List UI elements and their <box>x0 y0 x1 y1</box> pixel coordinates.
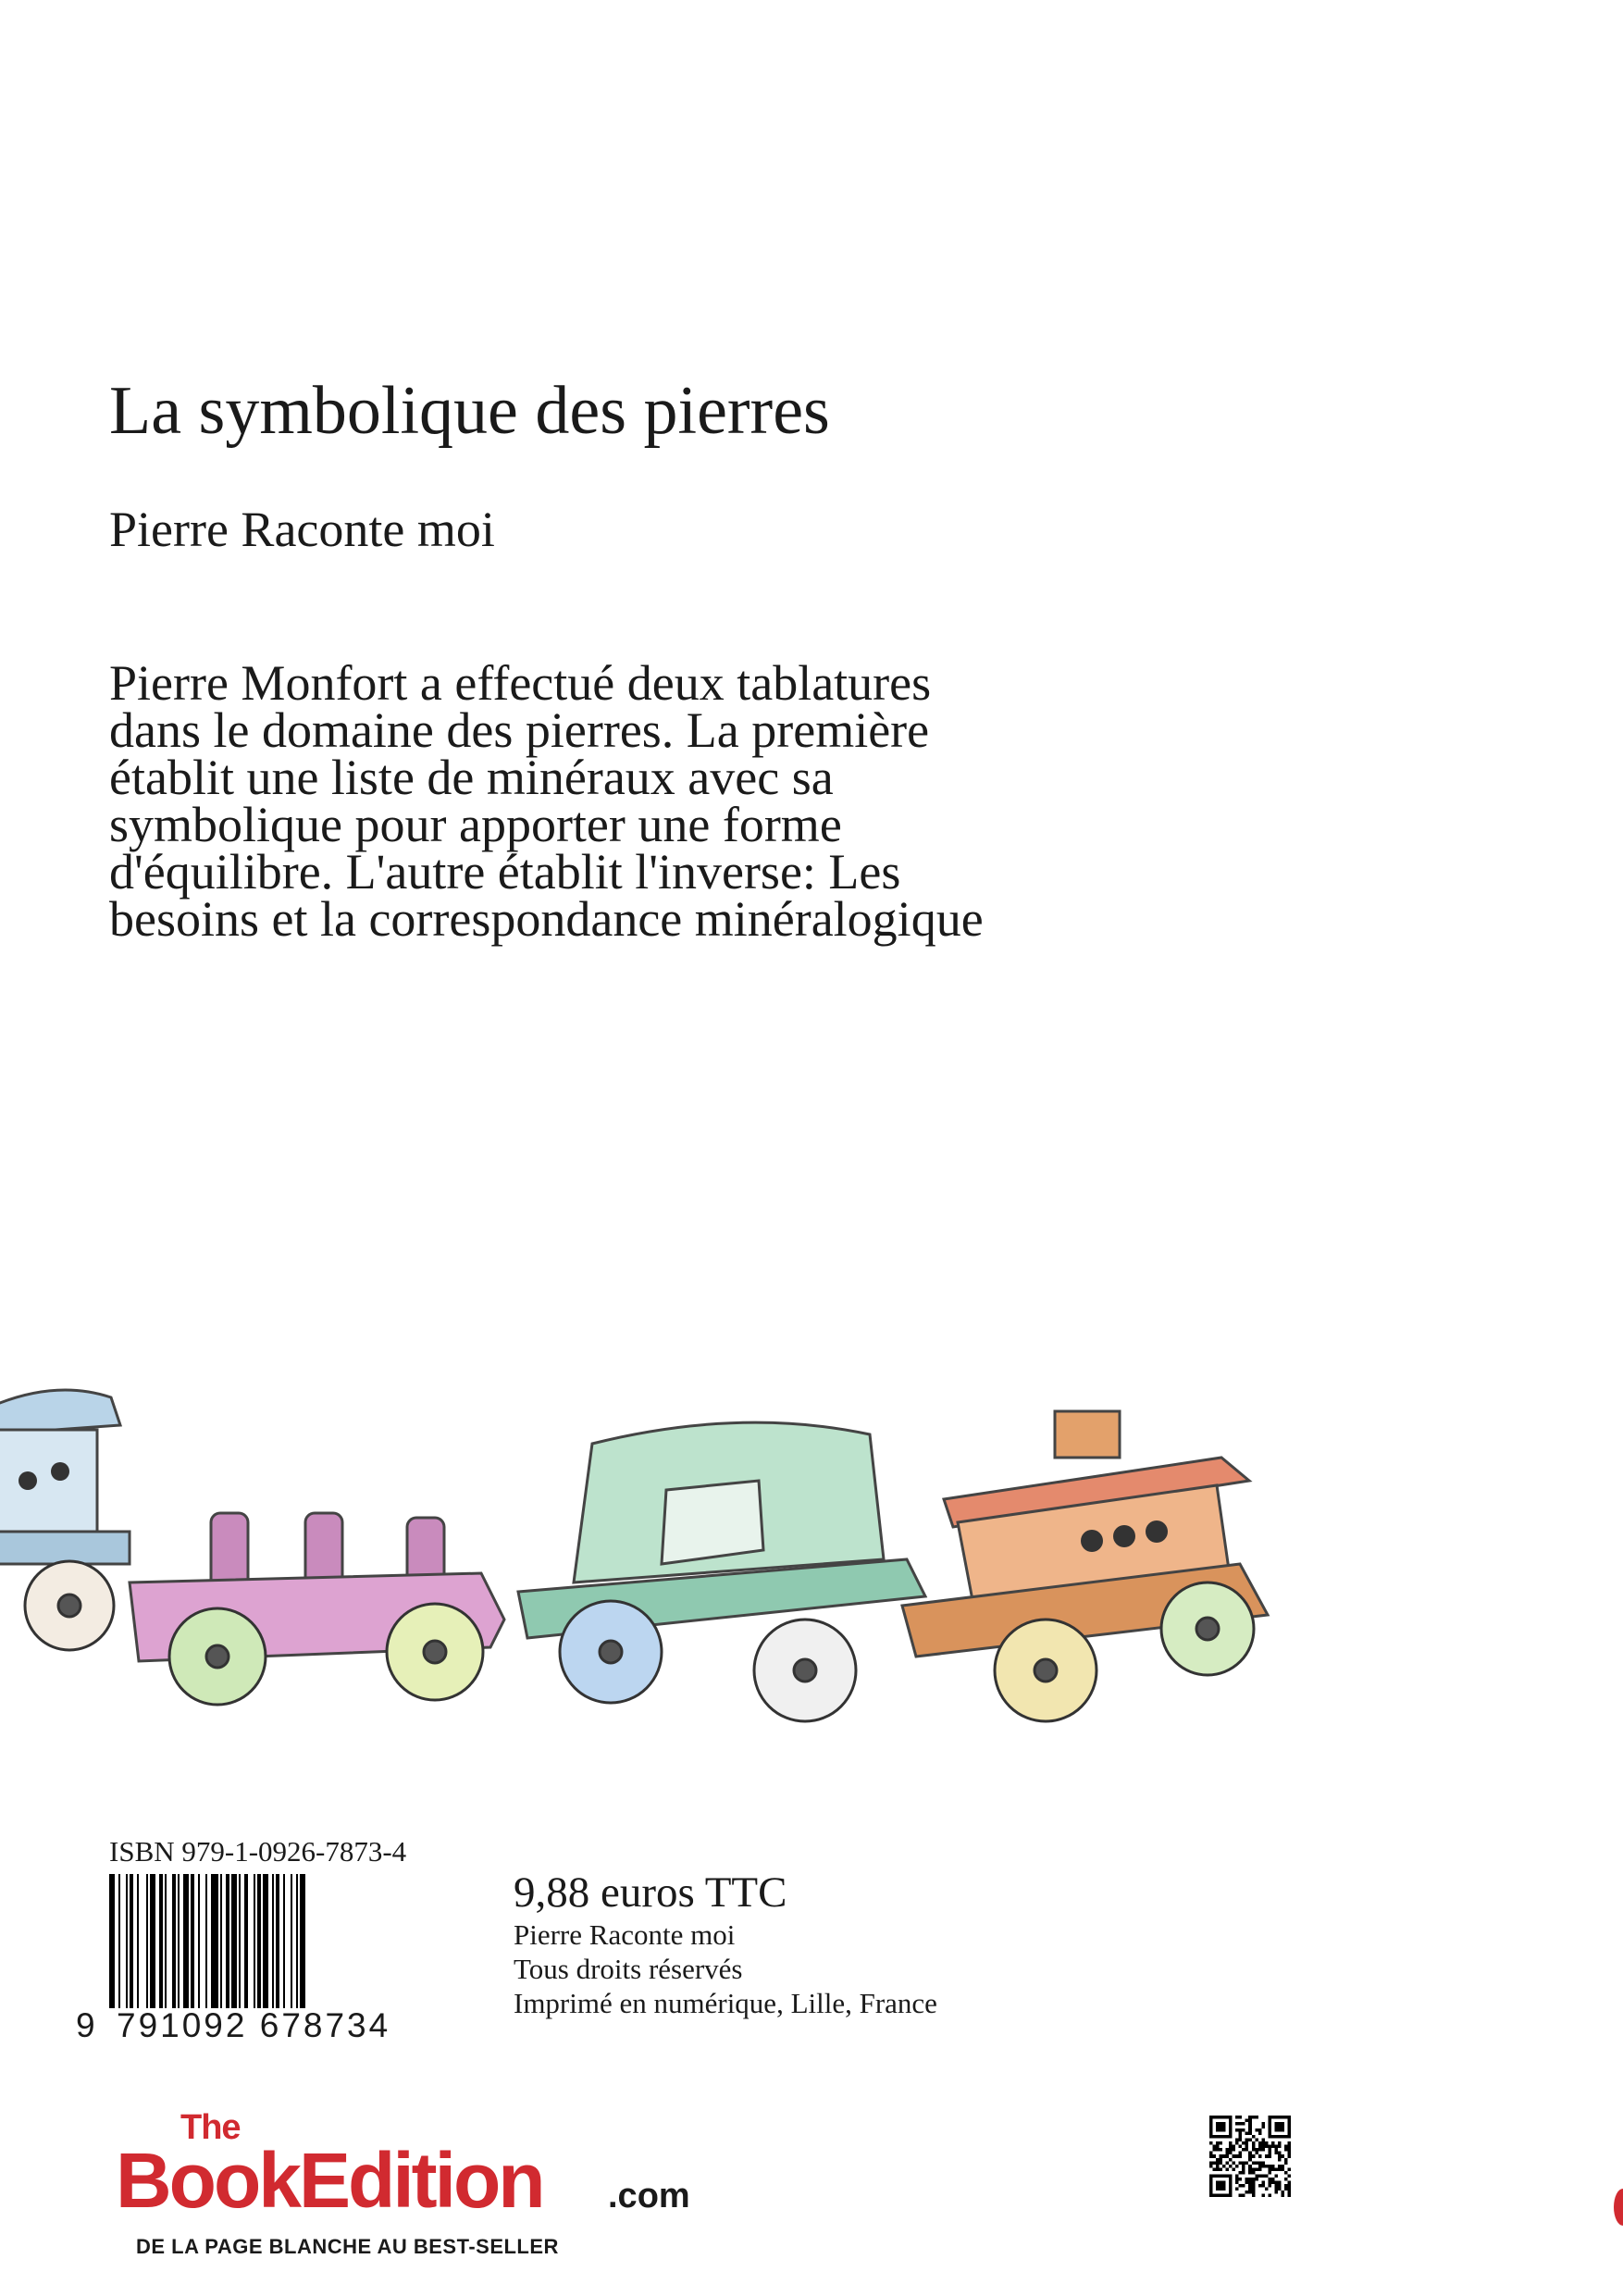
blurb-line: d'équilibre. L'autre établit l'inverse: Les <box>109 844 901 900</box>
book-author: Pierre Raconte moi <box>109 502 495 557</box>
barcode-digit-groups: 791092 678734 <box>117 2006 391 2044</box>
price: 9,88 euros TTC <box>514 1868 787 1917</box>
imprint-info <box>514 1869 937 2020</box>
book-title: La symbolique des pierres <box>109 373 830 449</box>
blurb-line: dans le domaine des pierres. La première <box>109 702 930 758</box>
toy-train-illustration <box>0 1351 1295 1795</box>
barcode-first-digit: 9 <box>76 2006 98 2044</box>
bookedition-logo <box>116 2101 690 2258</box>
logo-brand: BookEdition <box>116 2137 543 2224</box>
imprint-author: Pierre Raconte moi <box>514 1917 736 1951</box>
logo-the: The <box>180 2108 241 2147</box>
blurb-line: besoins et la correspondance minéralogique <box>109 891 984 947</box>
back-cover-blurb <box>109 655 1266 947</box>
train-engine-left <box>0 1390 130 1564</box>
blurb-line: Pierre Monfort a effectué deux tablatures <box>109 655 932 711</box>
train-car-green <box>518 1422 925 1638</box>
blurb-line: établit une liste de minéraux avec sa <box>109 750 834 805</box>
isbn-label: ISBN 979-1-0926-7873-4 <box>109 1835 407 1868</box>
rights-notice: Tous droits réservés <box>514 1952 743 1985</box>
qr-code-icon <box>1209 2116 1291 2197</box>
barcode-digits <box>76 2006 452 2043</box>
logo-tagline: DE LA PAGE BLANCHE AU BEST-SELLER <box>136 2235 559 2258</box>
print-location: Imprimé en numérique, Lille, France <box>514 1986 937 2019</box>
isbn-barcode <box>109 1874 452 2008</box>
edge-mark-icon <box>1614 2189 1623 2226</box>
logo-dotcom: .com <box>608 2177 690 2215</box>
blurb-line: symbolique pour apporter une forme <box>109 797 842 852</box>
